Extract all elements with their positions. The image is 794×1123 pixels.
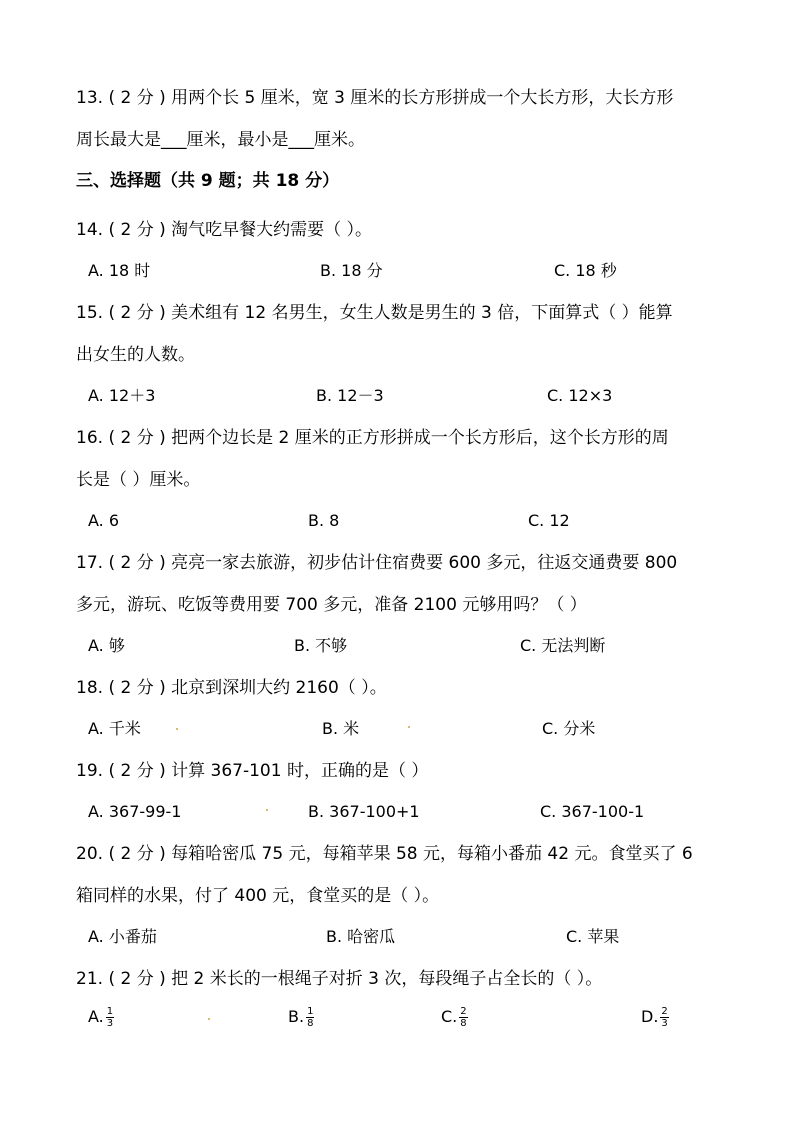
q18-option-a: A. 千米 [88,719,141,738]
fraction-denominator: 8 [307,1018,314,1029]
q14-option-a: A. 18 时 [88,261,151,280]
q20-line2: 箱同样的水果，付了 400 元，食堂买的是（ ）。 [76,886,440,906]
fraction-numerator: 1 [106,1006,114,1017]
q20-line1: 20. ( 2 分 ) 每箱哈密瓜 75 元，每箱苹果 58 元，每箱小番茄 42 元。食堂买了 6 [76,844,693,864]
fraction-numerator: 2 [460,1006,467,1017]
fraction-denominator: 8 [460,1018,467,1029]
q18-option-c: C. 分米 [542,719,596,738]
fraction-numerator: 2 [661,1006,668,1017]
fraction [106,1006,114,1029]
fraction-denominator: 3 [661,1018,668,1029]
q17-option-c: C. 无法判断 [520,636,606,655]
q17-option-a: A. 够 [88,636,125,655]
q21-option-b [288,1006,314,1029]
fraction-denominator: 3 [106,1018,114,1029]
q21-option-a-label: A. [88,1007,104,1026]
q18-option-b: B. 米 [322,719,360,738]
fraction [306,1006,314,1029]
q13-line1: 13. ( 2 分 ) 用两个长 5 厘米，宽 3 厘米的长方形拼成一个大长方形，大长方形 [76,88,674,108]
speck-mark [208,1018,210,1020]
q16-option-c: C. 12 [528,511,570,530]
q19-option-b: B. 367-100+1 [308,802,420,821]
q21-option-d [641,1006,669,1029]
speck-mark [176,728,178,730]
speck-mark [266,809,268,811]
section-title: 三、选择题（共 9 题；共 18 分） [76,171,340,191]
fraction-numerator: 1 [307,1006,314,1017]
q19-stem: 19. ( 2 分 ) 计算 367-101 时，正确的是（ ） [76,761,429,781]
q19-option-c: C. 367-100-1 [540,802,645,821]
q21-option-d-label: D. [641,1007,659,1026]
q15-option-c: C. 12×3 [547,386,613,405]
q15-line1: 15. ( 2 分 ) 美术组有 12 名男生，女生人数是男生的 3 倍，下面算式（ ）能算 [76,303,673,323]
q14-option-c: C. 18 秒 [554,261,617,280]
q21-option-b-label: B. [288,1007,305,1026]
q20-option-b: B. 哈密瓜 [326,927,396,946]
q17-line2: 多元，游玩、吃饭等费用要 700 多元，准备 2100 元够用吗？（ ） [76,595,587,615]
q21-stem: 21. ( 2 分 ) 把 2 米长的一根绳子对折 3 次，每段绳子占全长的（ ）。 [76,969,603,989]
q14-stem: 14. ( 2 分 ) 淘气吃早餐大约需要（ ）。 [76,220,373,240]
q14-option-b: B. 18 分 [320,261,383,280]
q21-option-c-label: C. [441,1007,458,1026]
q17-line1: 17. ( 2 分 ) 亮亮一家去旅游，初步估计住宿费要 600 多元，往返交通费要 800 [76,553,678,573]
q13-line2: 周长最大是___厘米，最小是___厘米。 [76,130,365,150]
fraction [660,1006,668,1029]
q21-option-a [88,1006,114,1029]
q15-option-b: B. 12－3 [316,386,384,405]
q20-option-a: A. 小番茄 [88,927,157,946]
q16-option-b: B. 8 [308,511,340,530]
q20-option-c: C. 苹果 [566,927,620,946]
speck-mark [408,726,410,728]
q15-option-a: A. 12＋3 [88,386,156,405]
q16-line1: 16. ( 2 分 ) 把两个边长是 2 厘米的正方形拼成一个长方形后，这个长方形的周 [76,428,669,448]
fraction [459,1006,467,1029]
q18-stem: 18. ( 2 分 ) 北京到深圳大约 2160（ ）。 [76,678,387,698]
q16-option-a: A. 6 [88,511,120,530]
q15-line2: 出女生的人数。 [76,345,195,365]
q21-option-c [441,1006,468,1029]
q19-option-a: A. 367-99-1 [88,802,182,821]
q17-option-b: B. 不够 [294,636,348,655]
q16-line2: 长是（ ）厘米。 [76,470,201,490]
